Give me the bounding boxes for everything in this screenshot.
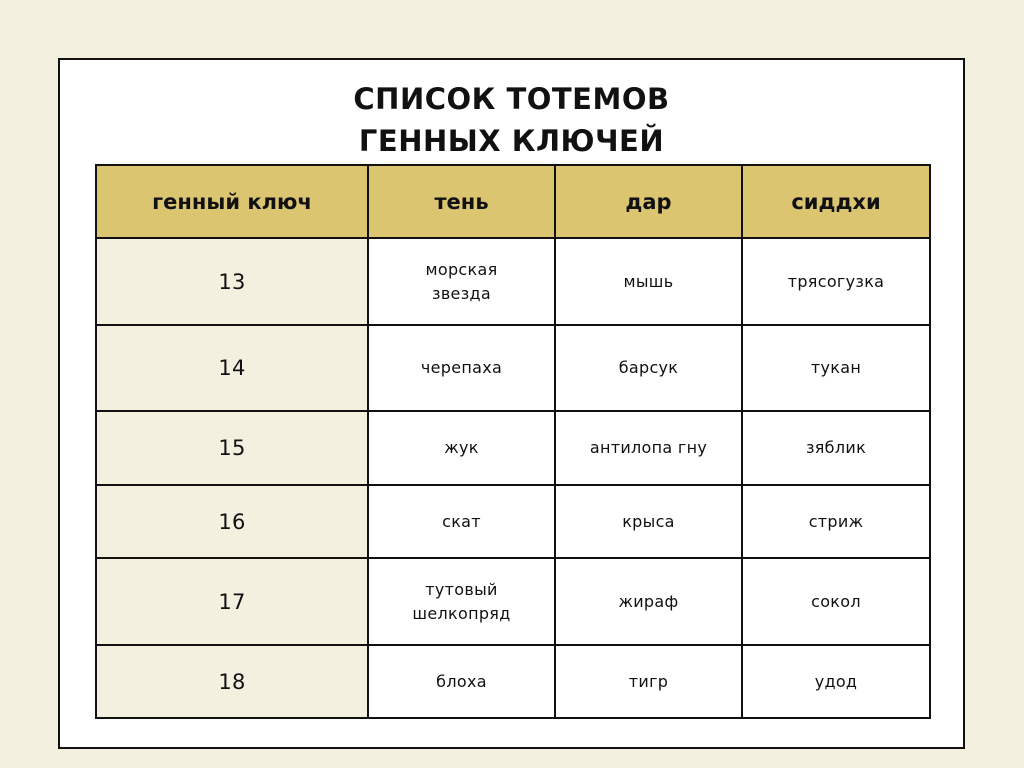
shadow-cell: тутовый шелкопряд — [368, 558, 555, 645]
table-row — [96, 238, 930, 325]
gift-cell: барсук — [555, 325, 742, 411]
table-row — [96, 645, 930, 718]
title-line-2: ГЕННЫХ КЛЮЧЕЙ — [358, 124, 665, 158]
totem-table — [95, 164, 931, 719]
table-row — [96, 411, 930, 485]
gene-key-cell: 16 — [96, 485, 368, 558]
gene-key-cell: 14 — [96, 325, 368, 411]
table-header-row — [96, 165, 930, 238]
siddhi-cell: тукан — [742, 325, 930, 411]
header-siddhi: сиддхи — [742, 165, 930, 238]
gift-cell: крыса — [555, 485, 742, 558]
shadow-cell: жук — [368, 411, 555, 485]
siddhi-cell: стриж — [742, 485, 930, 558]
siddhi-cell: трясогузка — [742, 238, 930, 325]
header-gift: дар — [555, 165, 742, 238]
gene-key-cell: 13 — [96, 238, 368, 325]
title-line-1: СПИСОК ТОТЕМОВ — [353, 82, 670, 116]
siddhi-cell: удод — [742, 645, 930, 718]
siddhi-cell: зяблик — [742, 411, 930, 485]
header-shadow: тень — [368, 165, 555, 238]
gift-cell: антилопа гну — [555, 411, 742, 485]
gene-key-cell: 18 — [96, 645, 368, 718]
shadow-cell: блоха — [368, 645, 555, 718]
page-title — [60, 78, 963, 162]
gene-key-cell: 15 — [96, 411, 368, 485]
shadow-cell: морская звезда — [368, 238, 555, 325]
gift-cell: тигр — [555, 645, 742, 718]
gene-key-cell: 17 — [96, 558, 368, 645]
shadow-cell: скат — [368, 485, 555, 558]
table-row — [96, 558, 930, 645]
shadow-cell: черепаха — [368, 325, 555, 411]
siddhi-cell: сокол — [742, 558, 930, 645]
gift-cell: мышь — [555, 238, 742, 325]
header-gene-key: генный ключ — [96, 165, 368, 238]
table-row — [96, 485, 930, 558]
gift-cell: жираф — [555, 558, 742, 645]
table-row — [96, 325, 930, 411]
